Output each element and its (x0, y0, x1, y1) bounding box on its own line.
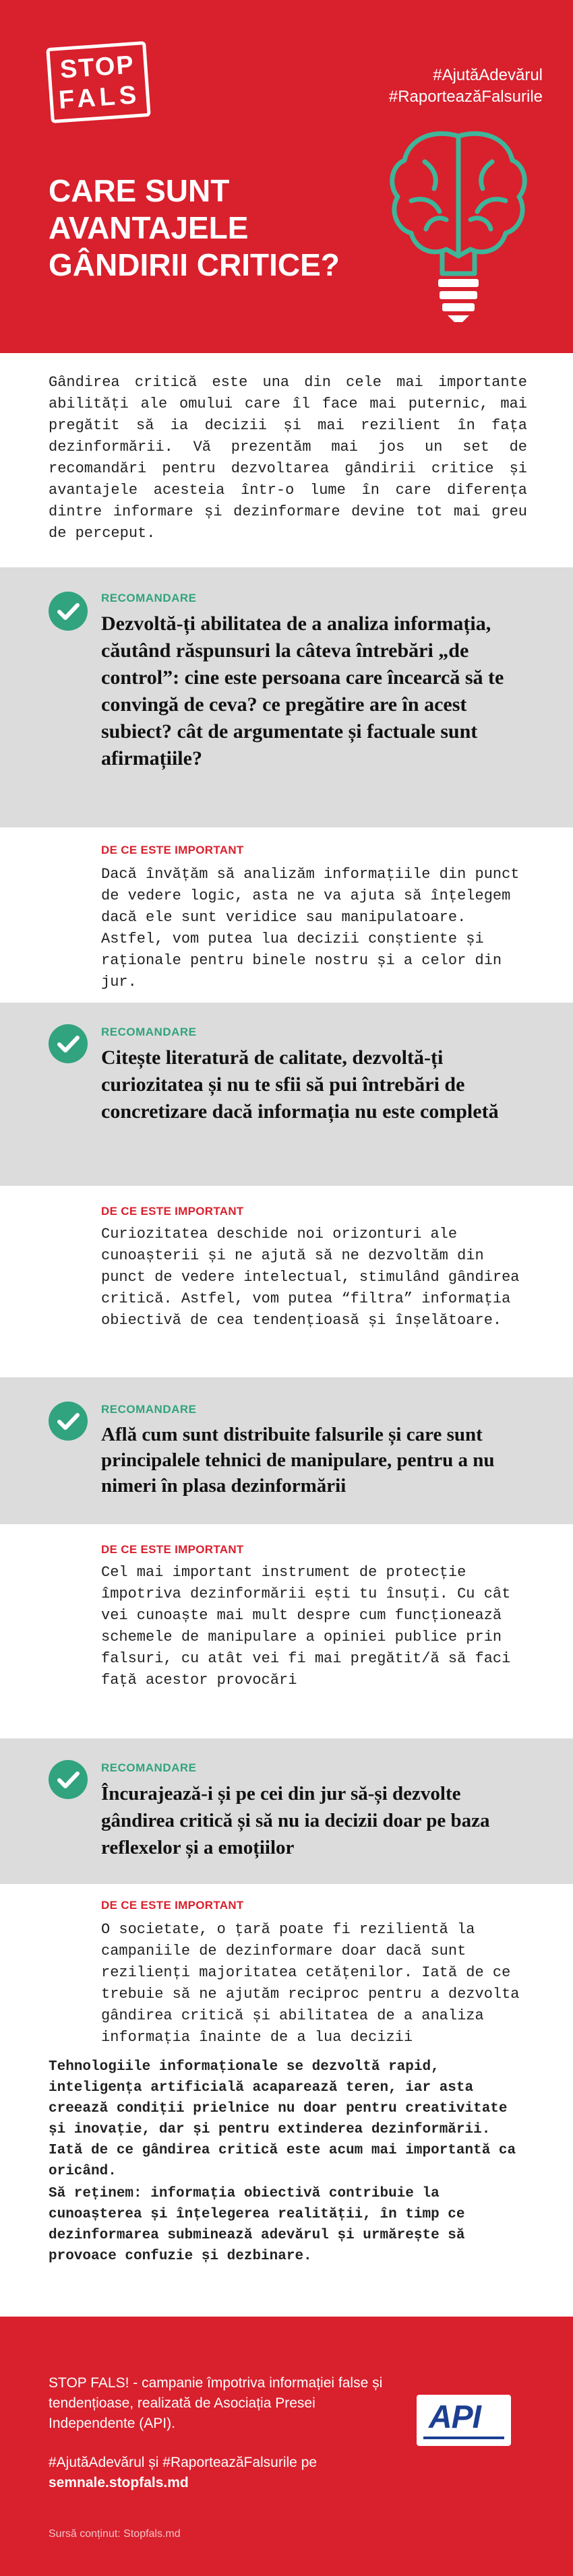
recommendation-text: Încurajează-i și pe cei din jur să-și dezvolte gândirea critică și să nu ia decizii doar pe baza reflexelor și a emoțiilor (101, 1783, 490, 1858)
recommendation-label: RECOMANDARE (101, 1403, 197, 1416)
title-line-2: AVANTAJELE (49, 210, 249, 245)
api-logo-text: API (429, 2399, 481, 2435)
conclusion-paragraph: Tehnologiile informaționale se dezvoltă rapid, inteligența artificială acaparează teren, iar asta creează condiții prielnice nu doar pentru creativitate și inovație, dar și pentru extinderea dezinformării. Iată de ce gândirea critică este acum mai importantă ca oricând. (49, 2059, 516, 2179)
recommendation-text: Dezvoltă-ți abilitatea de a analiza informația, căutând răspunsuri la câteva întrebări „de control”: cine este persoana care încearcă să te convingă de ceva? ce pregătire are în acest subiect? cât de argumentate și factuale sunt afirmațiile? (101, 612, 504, 769)
brain-lightbulb-icon (384, 121, 533, 323)
recommendation-label: RECOMANDARE (101, 1761, 197, 1774)
why-important-label: DE CE ESTE IMPORTANT (101, 1205, 244, 1218)
recommendation-label: RECOMANDARE (101, 592, 197, 604)
content-source: Sursă conținut: Stopfals.md (49, 2528, 181, 2540)
why-important-text: O societate, o țară poate fi rezilientă la campaniile de dezinformare doar dacă sunt rezilienți majoritatea cetățenilor. Iată de ce trebuie să ne ajutăm reciproc pentru a dezvolta gândirea critică și abilitatea de a analiza informația înainte de a lua decizii (101, 1921, 520, 2046)
title-line-1: CARE SUNT (49, 173, 230, 208)
site-link[interactable]: semnale.stopfals.md (49, 2475, 189, 2490)
why-important-label: DE CE ESTE IMPORTANT (101, 1899, 244, 1912)
hashtags (389, 65, 543, 108)
why-important-label: DE CE ESTE IMPORTANT (101, 844, 244, 856)
api-logo (417, 2395, 511, 2446)
check-icon (49, 1760, 88, 1799)
recommendation-text: Citește literatură de calitate, dezvoltă-ți curiozitatea și nu te sfii să pui întrebări de concretizare dacă informația nu este completă (101, 1046, 499, 1123)
check-icon (49, 592, 88, 631)
logo-line-1: STOP (59, 51, 136, 84)
page-title (49, 172, 399, 284)
hashtag-adevarul: #AjutăAdevărul (433, 66, 543, 84)
report-hashtags-text: #AjutăAdevărul și #RaporteazăFalsurile pe (49, 2455, 318, 2470)
key-takeaway-paragraph: Să reținem: informația obiectivă contribuie la cunoașterea și înțelegerea realității, în timp ce dezinformarea subminează adevărul și urmărește să provoace confuzie și dezbinare. (49, 2186, 465, 2264)
recommendation-text: Află cum sunt distribuite falsurile și care sunt principalele tehnici de manipulare, pentru a nu nimeri în plasa dezinformării (101, 1424, 495, 1497)
check-icon (49, 1402, 88, 1441)
title-line-3: GÂNDIRII CRITICE? (49, 247, 340, 282)
api-logo-underline (423, 2437, 504, 2439)
header-banner (0, 0, 573, 353)
why-important-label: DE CE ESTE IMPORTANT (101, 1543, 244, 1556)
logo-line-2: FALS (57, 80, 142, 115)
why-important-text: Cel mai important instrument de protecție împotriva dezinformării ești tu însuți. Cu cât vei cunoaște mai mult despre cum funcționează schemele de manipulare a opiniei publice prin falsuri, cu atât vei fi mai pregătit/ă să faci față acestor provocări (101, 1564, 511, 1689)
footer (0, 2317, 573, 2576)
intro-paragraph: Gândirea critică este una din cele mai importante abilități ale omului care îl face mai puternic, mai pregătit să ia decizii și mai rezilient în fața dezinformării. Vă prezentăm mai jos un set de recomandări pentru dezvoltarea gândirii critice și avantajele acesteia într-o lume în care diferența dintre informare și dezinformare devine tot mai greu de perceput. (49, 374, 527, 542)
why-important-text: Curiozitatea deschide noi orizonturi ale cunoașterii și ne ajută să ne dezvoltăm din punct de vedere intelectual, stimulând gândirea critică. Astfel, vom putea “filtra” informația obiectivă de cea tendențioasă și înșelătoare. (101, 1226, 520, 1329)
hashtag-raporteaza: #RaporteazăFalsurile (388, 88, 543, 106)
recommendation-label: RECOMANDARE (101, 1026, 197, 1038)
campaign-description: STOP FALS! - campanie împotriva informației false și tendențioase, realizată de Asociația Presei Independente (API). (49, 2375, 383, 2431)
why-important-text: Dacă învățăm să analizăm informațiile din punct de vedere logic, asta ne va ajuta să înțelegem dacă ele sunt veridice sau manipulatoare. Astfel, vom putea lua decizii conștiente și raționale pentru binele nostru și a celor din jur. (101, 866, 520, 991)
check-icon (49, 1024, 88, 1063)
report-hashtags (49, 2453, 453, 2493)
stop-fals-logo (46, 41, 150, 123)
